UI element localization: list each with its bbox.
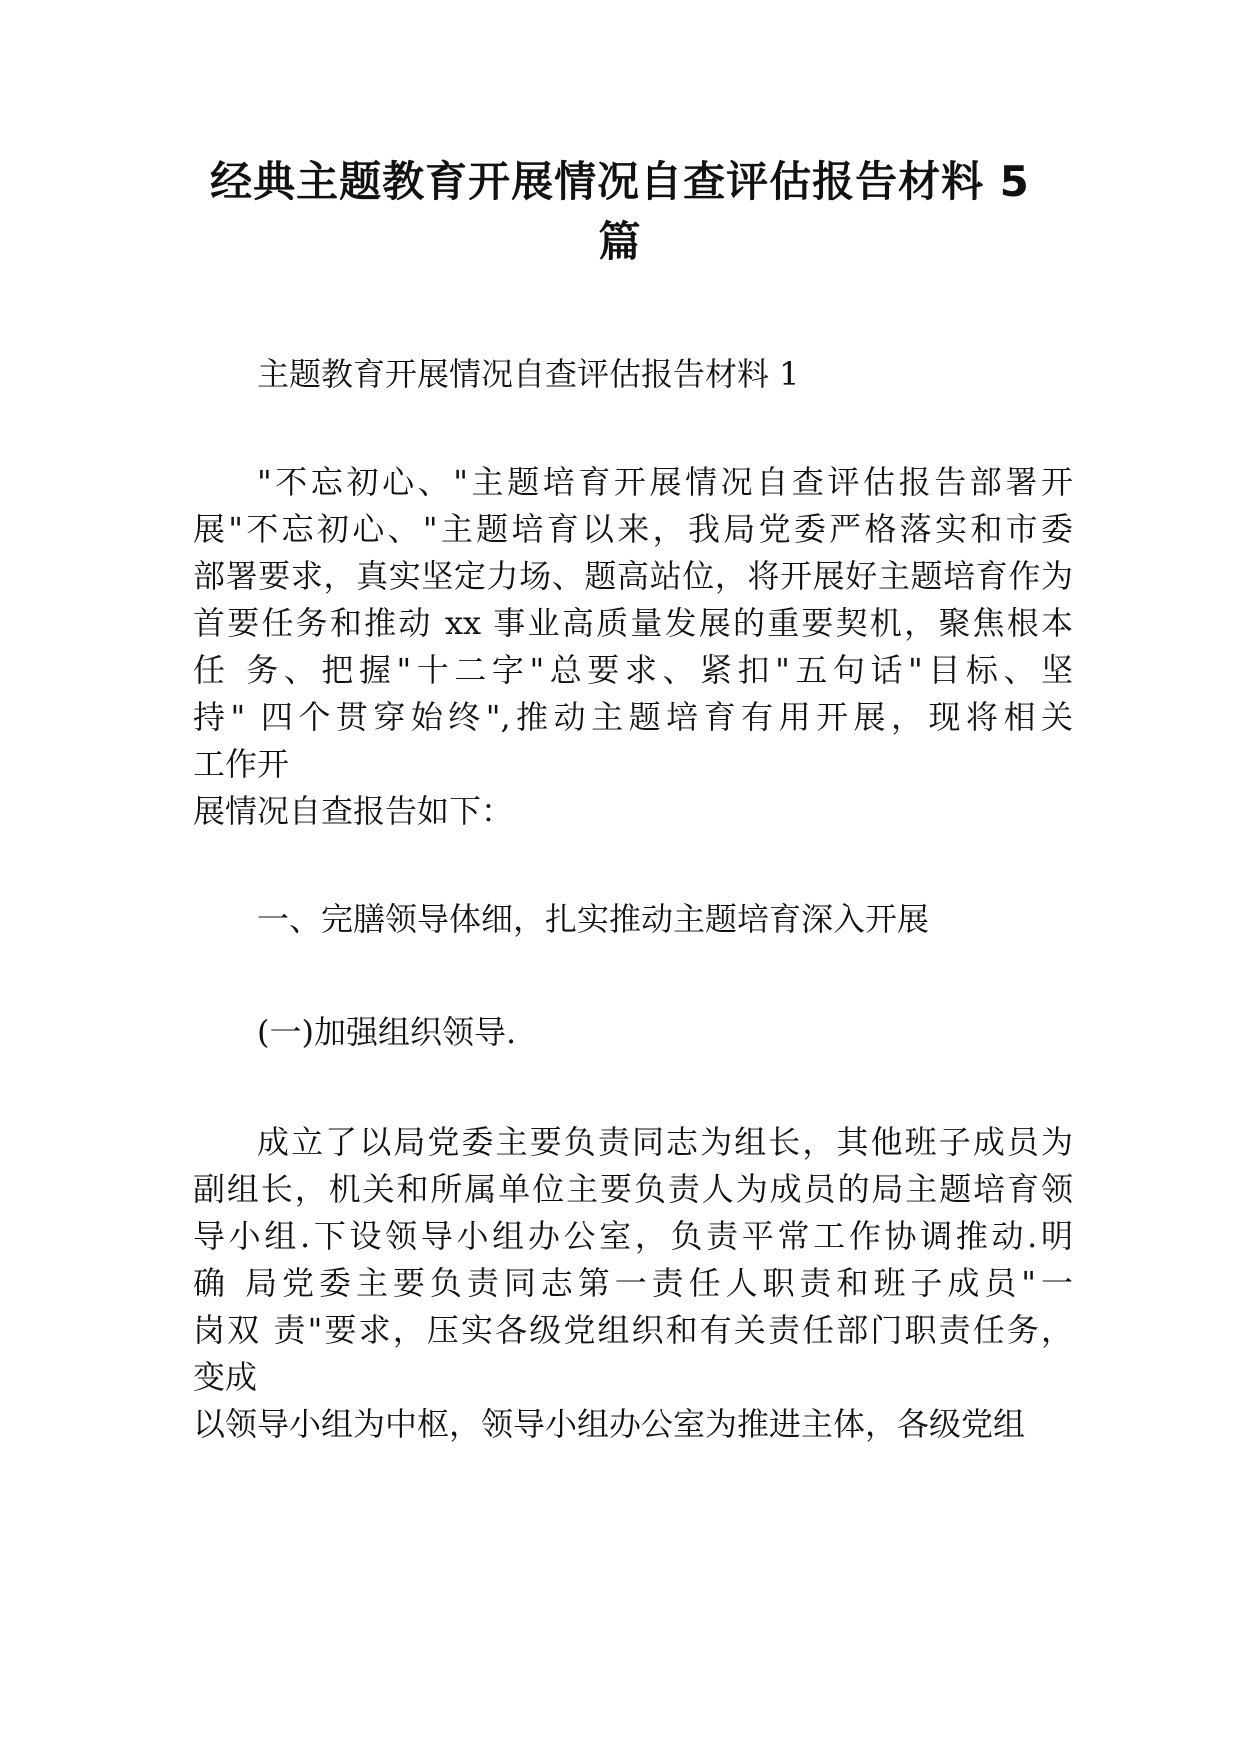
intro-line: 展"不忘初心、"主题培育以来，我局党委严格落实和市委: [193, 510, 1073, 548]
body-line: 变成: [193, 1358, 258, 1396]
intro-line: 首要任务和推动 xx 事业高质量发展的重要契机，聚焦根本: [193, 604, 1073, 642]
body-line: 副组长，机关和所属单位主要负责人为成员的局主题培育领: [193, 1170, 1073, 1208]
body-line: 确 局党委主要负责同志第一责任人职责和班子成员"一: [193, 1264, 1073, 1302]
body-line: 成立了以局党委主要负责同志为组长，其他班子成员为: [257, 1123, 1073, 1161]
document-title-line-1: 经典主题教育开展情况自查评估报告材料 5: [210, 157, 1030, 206]
heading-level-2: (一)加强组织领导.: [257, 1013, 517, 1051]
body-line: 以领导小组为中枢，领导小组办公室为推进主体，各级党组: [193, 1405, 1026, 1443]
intro-line: 持" 四个贯穿始终",推动主题培育有用开展，现将相关: [193, 698, 1073, 736]
document-title-line-2: 篇: [598, 217, 642, 266]
body-line: 导小组.下设领导小组办公室，负责平常工作协调推动.明: [193, 1217, 1073, 1255]
intro-line: 工作开: [193, 745, 290, 783]
section-heading: 主题教育开展情况自查评估报告材料 1: [257, 355, 800, 393]
intro-line: 部署要求，真实坚定力场、题高站位，将开展好主题培育作为: [193, 557, 1073, 595]
heading-level-1: 一、完膳领导体细，扎实推动主题培育深入开展: [257, 900, 930, 938]
intro-line: "不忘初心、"主题培育开展情况自查评估报告部署开: [257, 463, 1073, 501]
intro-line: 任 务、把握"十二字"总要求、紧扣"五句话"目标、坚: [193, 651, 1073, 689]
intro-line: 展情况自查报告如下：: [193, 792, 514, 830]
body-line: 岗双 责"要求，压实各级党组织和有关责任部门职责任务，: [193, 1311, 1073, 1349]
